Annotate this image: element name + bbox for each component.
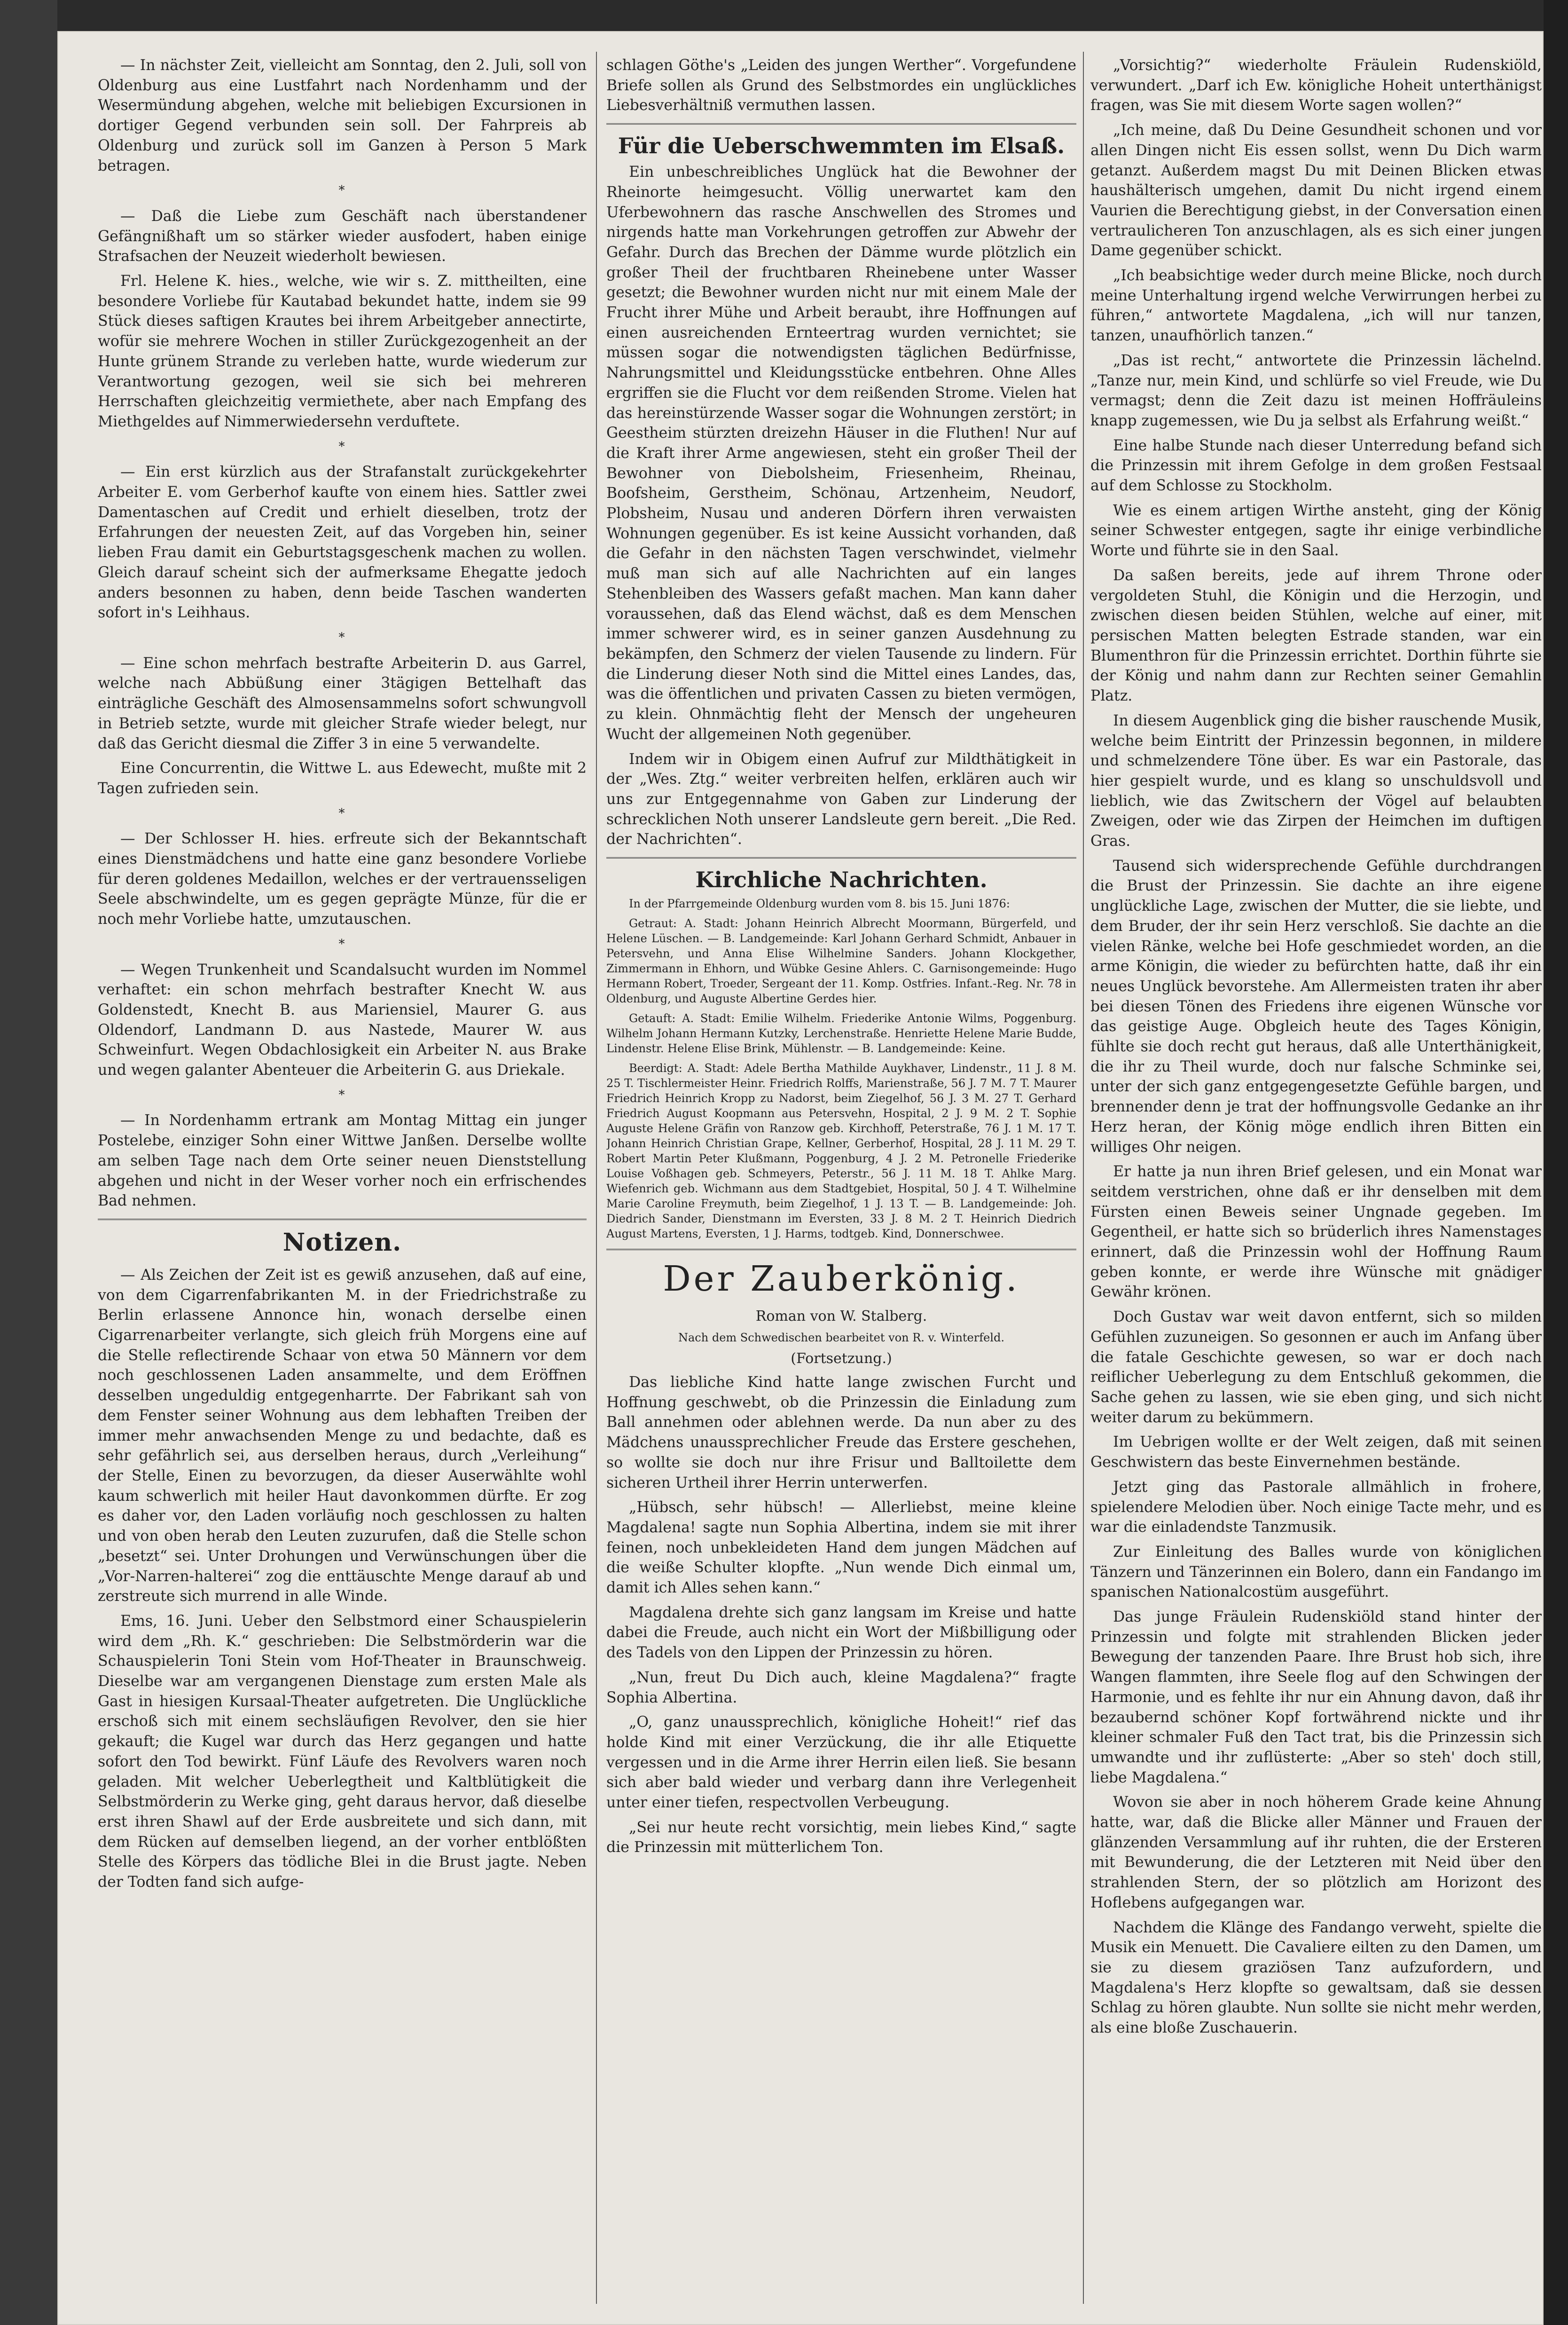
church-beerdigt: Beerdigt: A. Stadt: Adele Bertha Mathilde Auykhaver, Lindenstr., 11 J. 8 M. 25 T. Tischlermeister Heinr. Friedrich Rolffs, Marienstraße, 56 J. 7 M. 7 T. Maurer Friedrich Heinrich Kropp zu Nadorst, beim Ziegelhof, 56 J. 3 M. 27 T. Gerhard Friedrich August Koopmann aus Petersvehn, Hospital, 2 J. 9 M. 2 T. Sophie Auguste Helene Gräfin von Ranzow geb. Kirchhoff, Peterstraße, 76 J. 1 M. 17 T. Johann Heinrich Christian Grape, Kellner, Gerberhof, Hospital, 28 J. 11 M. 29 T. Robert Martin Peter Klußmann, Poggenburg, 4 J. 2 M. Petronelle Friederike Louise Voßhagen geb. Schmeyers, Peterstr., 56 J. 11 M. 18 T. Ahlke Marg. Wiefenrich geb. Wichmann aus dem Stadtgebiet, Hospital, 50 J. 4 T. Wilhelmine Marie Caroline Freymuth, beim Ziegelhof, 1 J. 13 T. — B. Landgemeinde: Joh. Diedrich Sander, Dienstmann im Eversten, 33 J. 8 M. 2 T. Heinrich Diedrich August Martens, Eversten, 1 J. Harms, todtgeb. Kind, Donnerschwee.: [606, 1062, 1076, 1241]
novel-title: Der Zauberkönig.: [663, 1259, 1020, 1300]
section-divider: [98, 1219, 587, 1220]
novel-paragraph: Im Uebrigen wollte er der Welt zeigen, daß mit seinen Geschwistern das beste Einvernehmen bestände.: [1090, 1434, 1542, 1471]
novel-paragraph: Das junge Fräulein Rudenskiöld stand hinter der Prinzessin und folgte mit strahlenden Blicken jeder Bewegung der tanzenden Paare. Ihre Brust hob sich, ihre Wangen flammten, ihre Seele flog auf den Schwingen der Harmonie, und es fehlte ihr nur ein Ahnung davon, daß ihr bezaubernd schöner Kopf fortwährend nickte und ihr kleiner schmaler Fuß den Tact trat, bis die Prinzessin sich umwandte und ihr zuflüsterte: „Aber so steh' doch still, liebe Magdalena.“: [1090, 1608, 1542, 1786]
separator-star: *: [338, 439, 346, 454]
novel-paragraph: „O, ganz unaussprechlich, königliche Hoheit!“ rief das holde Kind mit einer Verzückung, die ihr alle Etiquette vergessen und in die Arme ihrer Herrin eilen ließ. Sie besann sich aber bald wieder und verbarg dann ihre Verlegenheit unter einer tiefen, respectvollen Verbeugung.: [606, 1714, 1076, 1812]
novel-paragraph: „Sei nur heute recht vorsichtig, mein liebes Kind,“ sagte die Prinzessin mit mütterlichem Ton.: [606, 1819, 1076, 1856]
article-elsass-appeal: Ein unbeschreibliches Unglück hat die Bewohner der Rheinorte heimgesucht. Völlig unerwartet kam den Uferbewohnern das rasche Anschwellen des Stromes und nirgends hatte man Vorkehrungen getroffen zur Abwehr der Gefahr. Durch das Brechen der Dämme wurde plötzlich ein großer Theil der fruchtbaren Rheinebene unter Wasser gesetzt; die Bewohner wurden nicht nur mit einem Male der Frucht ihrer Mühe und Arbeit beraubt, ihre Hoffnungen auf einen ausreichenden Ernteertrag wurden vernichtet; sie müssen sogar die notwendigsten täglichen Bedürfnisse, Nahrungsmittel und Kleidungsstücke entbehren. Ohne Alles ergriffen sie die Flucht vor dem reißenden Strome. Vielen hat das hereinstürzende Wasser sogar die Wohnungen zerstört; in Geestheim stürzten dreizehn Häuser in die Fluthen! Nur auf die Kraft ihrer Arme angewiesen, steht ein großer Theil der Bewohner von Diebolsheim, Friesenheim, Rheinau, Boofsheim, Gerstheim, Schönau, Artzenheim, Neudorf, Plobsheim, Nusau und anderen Dörfern ihren verwaisten Wohnungen gegenüber. Es ist keine Aussicht vorhanden, daß die Gefahr in den nächsten Tagen verschwindet, vielmehr muß man sich auf alle Nachrichten auf ein langes Stehenbleiben des Wassers gefaßt machen. Man kann daher voraussehen, daß das Elend wächst, daß es dem Menschen immer schwerer wird, es in seiner ganzen Ausdehnung zu bekämpfen, den Schmerz der vielen Tausende zu lindern. Für die Linderung dieser Noth sind die Mittel eines Landes, das, was die öffentlichen und privaten Cassen zu bieten vermögen, zu klein. Ohnmächtig fleht der Mensch der ungeheuren Wucht der allgemeinen Noth gegenüber.: [606, 164, 1076, 743]
article-helene-k: Frl. Helene K. hies., welche, wie wir s. Z. mittheilten, eine besondere Vorliebe für Kautabad bekundet hatte, indem sie 99 Stück dieses saftigen Krautes bei ihrem Arbeitgeber annectirte, wofür sie mehrere Wochen in stiller Zurückgezogenheit an der Hunte grünem Strande zu verleben hatte, wurde wiederum zur Verantwortung gezogen, weil sie sich bei mehreren Herrschaften gleichzeitig vermiethete, aber nach Empfang des Miethgeldes auf Nimmerwiedersehn verduftete.: [98, 273, 587, 430]
article-ems-continued: schlagen Göthe's „Leiden des jungen Werther“. Vorgefundene Briefe sollen als Grund des Selbstmordes ein unglückliches Liebesverhältniß vermuthen lassen.: [606, 57, 1076, 114]
scanner-margin-right: [1544, 0, 1568, 2325]
church-getauft: Getauft: A. Stadt: Emilie Wilhelm. Friederike Antonie Wilms, Poggenburg. Wilhelm Johann Hermann Kutzky, Lerchenstraße. Henriette Helene Marie Budde, Lindenstr. Helene Elise Brink, Mühlenstr. — B. Landgemeinde: Keine.: [606, 1012, 1076, 1056]
article-trunkenheit: — Wegen Trunkenheit und Scandalsucht wurden im Nommel verhaftet: ein schon mehrfach bestrafter Knecht W. aus Goldenstedt, Knecht B. aus Mariensiel, Maurer G. aus Oldendorf, Landmann D. aus Nastede, Maurer W. aus Schweinfurt. Wegen Obdachlosigkeit ein Arbeiter N. aus Brake und wegen galanter Abenteuer die Arbeiterin G. aus Driekale.: [98, 961, 587, 1079]
novel-paragraph: Magdalena drehte sich ganz langsam im Kreise und hatte dabei die Freude, auch nicht ein Wort der Mißbilligung oder des Tadels von den Lippen der Prinzessin zu hören.: [606, 1604, 1076, 1662]
article-elsass-donation: Indem wir in Obigem einen Aufruf zur Mildthätigkeit in der „Wes. Ztg.“ weiter verbreiten helfen, erklären auch wir uns zur Entgegennahme von Gaben zur Linderung der schrecklichen Noth unserer Landsleute gern bereit. „Die Red. der Nachrichten“.: [606, 750, 1076, 848]
novel-paragraph: „Nun, freut Du Dich auch, kleine Magdalena?“ fragte Sophia Albertina.: [606, 1669, 1076, 1706]
novel-translator: Nach dem Schwedischen bearbeitet von R. v. Winterfeld.: [678, 1331, 1004, 1345]
article-schlosser: — Der Schlosser H. hies. erfreute sich der Bekanntschaft eines Dienstmädchens und hatte eine ganz besondere Vorliebe für deren goldenes Medaillon, welches er der vertrauensseligen Seele abschwindelte, um es gegen geprägte Münze, für die er noch mehr Vorliebe hatte, umzutauschen.: [98, 830, 587, 928]
separator-star: *: [338, 937, 346, 951]
section-divider: [606, 123, 1076, 125]
novel-continuation: (Fortsetzung.): [791, 1350, 892, 1367]
scanner-margin-left: [0, 0, 57, 2325]
novel-paragraph: „Ich meine, daß Du Deine Gesundheit schonen und vor allen Dingen nicht Eis essen sollst, wenn Du Dich warm getanzt. Außerdem magst Du mit Deinen Blicken etwas haushälterisch umgehen, damit Du nicht irgend einem Vaurien die Berechtigung giebst, in der Conversation einen vertraulicheren Ton anzuschlagen, als es sich einer jungen Dame gegenüber schickt.: [1090, 122, 1542, 260]
novel-paragraph: Wie es einem artigen Wirthe ansteht, ging der König seiner Schwester entgegen, sagte ihr einige verbindliche Worte und führte sie in den Saal.: [1090, 502, 1542, 560]
novel-paragraph: Zur Einleitung des Balles wurde von königlichen Tänzern und Tänzerinnen ein Bolero, dann ein Fandango im spanischen Nationalcostüm ausgeführt.: [1090, 1543, 1542, 1601]
novel-author: Roman von W. Stalberg.: [755, 1308, 927, 1325]
column-rule-2: [1083, 52, 1084, 2304]
novel-paragraph: Da saßen bereits, jede auf ihrem Throne oder vergoldeten Stuhl, die Königin und die Herzogin, und zwischen diesen beiden Stühlen, welche auf einer, mit persischen Matten belegten Estrade standen, war ein Blumenthron für die Prinzessin errichtet. Dorthin führte sie der König und nahm dann zur Rechten seiner Gemahlin Platz.: [1090, 567, 1542, 705]
novel-paragraph: Jetzt ging das Pastorale allmählich in frohere, spielendere Melodien über. Noch einige Tacte mehr, und es war die einladendste Tanzmusik.: [1090, 1478, 1542, 1536]
section-divider: [606, 857, 1076, 859]
novel-paragraph: In diesem Augenblick ging die bisher rauschende Musik, welche beim Eintritt der Prinzessin begonnen, in mildere und schmelzendere Töne über. Es war ein Pastorale, das hier gespielt wurde, und es klang so unschuldsvoll und lieblich, wie das Zwitschern der Vögel auf belaubten Zweigen, oder wie das Zirpen der Heimchen im duftigen Gras.: [1090, 712, 1542, 850]
column-3: [1090, 55, 1542, 2298]
novel-paragraph: Tausend sich widersprechende Gefühle durchdrangen die Brust der Prinzessin. Sie dachte an ihre eigene unglückliche Lage, zwischen der Mutter, die sie liebte, und dem Bruder, der ihr sein Herz verschloß. Sie dachte an die vielen Ränke, welche bei Hofe geschmiedet worden, an die arme Königin, die wieder zu befürchten hatte, daß ihr ein neues Unglück bevorstehe. Am Allermeisten traten ihr aber bei diesen Tönen des Friedens ihre eigenen Wünsche vor das geistige Auge. Obgleich heute des Tages Königin, fühlte sie doch recht gut heraus, daß alle Unterthänigkeit, die ihr zu Theil wurde, doch nur falsche Schminke sei, unter der sich ganz entgegengesetzte Gefühle bargen, und brennender denn je trat der hoffnungsvolle Gedanke an ihr Herz heran, der König möge endlich ihren Bitten ein williges Ohr neigen.: [1090, 857, 1542, 1156]
separator-star: *: [338, 1088, 346, 1102]
novel-paragraph: „Das ist recht,“ antwortete die Prinzessin lächelnd. „Tanze nur, mein Kind, und schlürfe so viel Freude, wie Du vermagst; denn die Zeit dazu ist meinen Hoffräuleins knapp zugemessen, wie Du ja selbst als Erfahrung weißt.“: [1090, 352, 1542, 429]
section-divider: [606, 1249, 1076, 1250]
church-intro: In der Pfarrgemeinde Oldenburg wurden vom 8. bis 15. Juni 1876:: [629, 897, 1010, 911]
novel-paragraph: Er hatte ja nun ihren Brief gelesen, und ein Monat war seitdem verstrichen, ohne daß er ihr denselben mit dem Fürsten einen Beweis seiner Ungnade gegeben. Im Gegentheil, er hatte sich so brüderlich ihres Namenstages erinnert, daß die Prinzessin wohl der Hoffnung Raum geben konnte, er werde ihre Wünsche mit gnädiger Gewähr krönen.: [1090, 1163, 1542, 1301]
church-getraut: Getraut: A. Stadt: Johann Heinrich Albrecht Moormann, Bürgerfeld, und Helene Lüschen. — B. Landgemeinde: Karl Johann Gerhard Schmidt, Anbauer in Petersvehn, und Anna Elise Wilhelmine Sanders. Johann Klockgether, Zimmermann in Ehhorn, und Wübke Gesine Ahlers. C. Garnisongemeinde: Hugo Hermann Robert, Troeder, Sergeant der 11. Komp. Ostfries. Infant.-Reg. Nr. 78 in Oldenburg, und Auguste Albertine Gerdes hier.: [606, 917, 1076, 1006]
article-zeichen-der-zeit: — Als Zeichen der Zeit ist es gewiß anzusehen, daß auf eine, von dem Cigarrenfabrikanten M. in der Friedrichstraße zu Berlin erlassene Annonce hin, wonach derselbe einen Cigarrenarbeiter verlangte, sich gleich früh Morgens eine auf die Stelle reflectirende Schaar von etwa 50 Männern vor dem noch geschlossenen Laden ansammelte, und dem Eröffnen desselben ungeduldig entgegenharrte. Der Fabrikant sah von dem Fenster seiner Wohnung aus dem lebhaften Treiben der immer mehr anwachsenden Menge zu und bedachte, daß es sehr gefährlich sei, aus derselben heraus, durch „Verleihung“ der Stelle, Einen zu bevorzugen, da dieser Auserwählte wohl kaum schwerlich mit heiler Haut davonkommen dürfte. Er zog es daher vor, den Laden vorläufig noch geschlossen zu halten und von oben herab den Leuten zuzurufen, daß die Stelle schon „besetzt“ sei. Unter Drohungen und Verwünschungen über die „Vor-Narren-halterei“ zog die enttäuschte Menge darauf ab und zerstreute sich murrend in alle Winde.: [98, 1266, 587, 1605]
article-ems-selbstmord: Ems, 16. Juni. Ueber den Selbstmord einer Schauspielerin wird dem „Rh. K.“ geschrieben: Die Selbstmörderin war die Schauspielerin Toni Stein vom Hof-Theater in Braunschweig. Dieselbe war am vergangenen Dienstage zum ersten Male als Gast in hiesigen Kursaal-Theater aufgetreten. Die Unglückliche erschoß sich mit einem sechsläufigen Revolver, den sie hier gekauft; die Kugel war durch das Herz gegangen und hatte sofort den Tod bewirkt. Fünf Läufe des Revolvers waren noch geladen. Mit welcher Ueberlegtheit und Kaltblütigkeit die Selbstmörderin zu Werke ging, geht daraus hervor, daß dieselbe erst ihren Shawl auf der Erde ausbreitete und sich dann, mit dem Rücken auf demselben liegend, an der vorher entblößten Stelle des Körpers das tödliche Blei in die Brust jagte. Neben der Todten fand sich aufge-: [98, 1612, 587, 1891]
column-1: [98, 55, 587, 2298]
section-title-notizen: Notizen.: [282, 1228, 402, 1257]
novel-paragraph: Das liebliche Kind hatte lange zwischen Furcht und Hoffnung geschwebt, ob die Prinzessin die Einladung zum Ball annehmen oder ablehnen werde. Da nun aber zu des Mädchens unaussprechlicher Freude das Erstere geschehen, so wollte sie doch nur ihre Frisur und Balltoilette dem sicheren Urtheil ihrer Herrin unterwerfen.: [606, 1374, 1076, 1491]
separator-star: *: [338, 630, 346, 645]
separator-star: *: [338, 806, 346, 820]
article-liebe-zum-geschaeft: — Daß die Liebe zum Geschäft nach überstandener Gefängnißhaft um so stärker wieder ausfodert, haben einige Strafsachen der Neuzeit wiederholt bewiesen.: [98, 207, 587, 265]
novel-paragraph: Doch Gustav war weit davon entfernt, sich so milden Gefühlen zuzuneigen. So gesonnen er auch im Anfang über die fatale Geschichte gewesen, so war er doch nach reiflicher Ueberlegung zu dem Entschluß gekommen, die Sache gehen zu lassen, wie sie eben ging, und sich nicht weiter darum zu bekümmern.: [1090, 1308, 1542, 1426]
column-rule-1: [596, 52, 597, 2304]
novel-paragraph: Wovon sie aber in noch höherem Grade keine Ahnung hatte, war, daß die Blicke aller Männer und Frauen der glänzenden Versammlung auf ihr ruhten, die der Ersteren mit Bewunderung, die der Letzteren mit Neid über den strahlenden Stern, der so plötzlich am Horizont des Hoflebens aufgegangen war.: [1090, 1794, 1542, 1911]
novel-paragraph: Eine halbe Stunde nach dieser Unterredung befand sich die Prinzessin mit ihrem Gefolge in dem großen Festsaal auf dem Schlosse zu Stockholm.: [1090, 437, 1542, 495]
separator-star: *: [338, 183, 346, 198]
section-title-kirchliche: Kirchliche Nachrichten.: [695, 867, 988, 893]
section-title-elsass: Für die Ueberschwemmten im Elsaß.: [618, 133, 1065, 159]
novel-paragraph: Nachdem die Klänge des Fandango verweht, spielte die Musik ein Menuett. Die Cavaliere eilten zu den Damen, um sie zu diesem graziösen Tanz aufzufordern, und Magdalena's Herz klopfte so gewaltsam, daß sie dessen Schlag zu hören glaubte. Nun sollte sie nicht mehr werden, als eine bloße Zuschauerin.: [1090, 1919, 1542, 2037]
novel-paragraph: „Hübsch, sehr hübsch! — Allerliebst, meine kleine Magdalena! sagte nun Sophia Albertina, indem sie mit ihrer feinen, noch unbekleideten Hand dem jungen Mädchen auf die weiße Schulter klopfte. „Nun wende Dich einmal um, damit ich Alles sehen kann.“: [606, 1499, 1076, 1597]
article-lustfahrt: — In nächster Zeit, vielleicht am Sonntag, den 2. Juli, soll von Oldenburg aus eine Lustfahrt nach Nordenhamm und der Wesermündung abgehen, welche mit beliebigen Excursionen in dortiger Gegend verbunden sein soll. Der Fahrpreis ab Oldenburg und zurück soll im Ganzen à Person 5 Mark betragen.: [98, 57, 587, 174]
novel-paragraph: „Ich beabsichtige weder durch meine Blicke, noch durch meine Unterhaltung irgend welche Verwirrungen herbei zu führen,“ antwortete Magdalena, „ich will nur tanzen, tanzen, unaufhörlich tanzen.“: [1090, 267, 1542, 345]
article-bettelhaft: — Eine schon mehrfach bestrafte Arbeiterin D. aus Garrel, welche nach Abbüßung einer 3tägigen Bettelhaft das einträgliche Geschäft des Almosensammelns sofort schwungvoll in Betrieb setzte, wurde mit gleicher Strafe wieder belegt, nur daß das Gericht diesmal die Ziffer 3 in eine 5 verwandelte.: [98, 654, 587, 752]
article-concurrentin: Eine Concurrentin, die Wittwe L. aus Edewecht, mußte mit 2 Tagen zufrieden sein.: [98, 760, 587, 797]
article-nordenhamm: — In Nordenhamm ertrank am Montag Mittag ein junger Postelebe, einziger Sohn einer Wittwe Janßen. Derselbe wollte am selben Tage nach dem Orte seiner neuen Dienststellung abgehen und nicht in der Weser vorher noch ein erfrischendes Bad nehmen.: [98, 1112, 587, 1210]
novel-paragraph: „Vorsichtig?“ wiederholte Fräulein Rudenskiöld, verwundert. „Darf ich Ew. königliche Hoheit unterthänigst fragen, was Sie mit diesem Worte sagen wollen?“: [1090, 57, 1542, 114]
article-damentaschen: — Ein erst kürzlich aus der Strafanstalt zurückgekehrter Arbeiter E. vom Gerberhof kaufte von einem hies. Sattler zwei Damentaschen auf Credit und erhielt dieselben, trotz der Erfahrungen der neuesten Zeit, auf das Vorgeben hin, seiner lieben Frau damit ein Geburtstagsgeschenk machen zu wollen. Gleich darauf scheint sich der aufmerksame Ehegatte jedoch anders besonnen zu haben, denn beide Taschen wanderten sofort in's Leihhaus.: [98, 464, 587, 622]
column-2: [606, 55, 1076, 2298]
